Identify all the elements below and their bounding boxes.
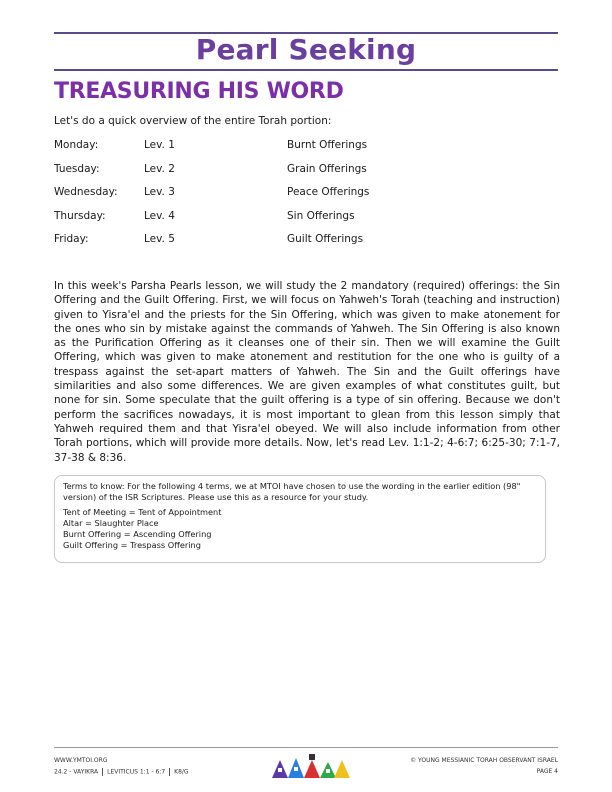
footer-ref: LEVITICUS 1:1 - 6:7	[107, 768, 166, 776]
term-item: Burnt Offering = Ascending Offering	[63, 529, 212, 539]
lesson-paragraph: In this week's Parsha Pearls lesson, we will study the 2 mandatory (required) offerings: the Sin Offering and the Guilt Offering. First, we will focus on Yahweh's Torah (teaching and instruction) given to Yisra'el and the priests for the Sin Offering, which was given to make atonement for the ones who sin by mistake against the commands of Yahweh. The Sin Offering is also known as the Purification Offering as it cleanses one of their sin. Then we will examine the Guilt Offering, which was given to make atonement and restitution for the one who is guilty of a trespass against the set-apart matters of Yahweh. The Sin and the Guilt offerings have similarities and also some differences. We are given examples of what constitutes guilt, but none for sin. Some speculate that the guilt offering is a type of sin offering. Because we don't perform the sacrifices nowadays, it is most important to glean from this lesson simply that Yahweh required them and that Yisra'el obeyed. We will also include information from other Torah portions, which will provide more details. Now, let's read Lev. 1:1-2; 4-6:7; 6:25-30; 7:1-7, 37-38 & 8:36.	[54, 280, 560, 464]
page-title: Pearl Seeking	[195, 33, 417, 66]
terms-box	[54, 475, 546, 563]
ymtoi-logo-icon	[268, 752, 352, 780]
page-number: PAGE 4	[536, 768, 558, 775]
schedule-day: Tuesday:	[54, 162, 100, 175]
footer-url[interactable]: WWW.YMTOI.ORG	[54, 757, 108, 764]
schedule-day: Wednesday:	[54, 186, 118, 198]
schedule-ref: Lev. 1	[144, 139, 175, 151]
footer-separator	[102, 768, 103, 776]
schedule-ref: Lev. 5	[144, 233, 175, 245]
schedule-offering: Sin Offerings	[287, 209, 355, 222]
footer-separator	[169, 768, 170, 776]
schedule-ref: Lev. 4	[144, 209, 175, 222]
term-item: Guilt Offering = Trespass Offering	[63, 540, 201, 550]
term-item: Altar = Slaughter Place	[63, 518, 159, 528]
terms-intro: Terms to know: For the following 4 terms, we at MTOI have chosen to use the wording in the earlier edition (98" version) of the ISR Scriptures. Please use this as a resource for your study.	[63, 481, 521, 502]
footer-grade: K8/G	[174, 768, 189, 776]
schedule-day: Monday:	[54, 139, 99, 151]
schedule-day: Thursday:	[54, 209, 106, 222]
footer-rule	[54, 747, 558, 748]
schedule-offering: Burnt Offerings	[287, 139, 368, 151]
term-item: Tent of Meeting = Tent of Appointment	[63, 507, 222, 517]
schedule-ref: Lev. 2	[144, 162, 175, 175]
schedule-ref: Lev. 3	[144, 186, 175, 198]
schedule-day: Friday:	[54, 233, 89, 245]
intro-text: Let's do a quick overview of the entire Torah portion:	[54, 115, 332, 127]
schedule-offering: Peace Offerings	[287, 186, 370, 198]
footer-lesson: 24.2 - VAYIKRA	[54, 768, 99, 776]
footer-org: © YOUNG MESSIANIC TORAH OBSERVANT ISRAEL	[410, 757, 558, 764]
schedule-offering: Grain Offerings	[287, 162, 367, 175]
schedule-offering: Guilt Offerings	[287, 233, 364, 245]
section-heading: TREASURING HIS WORD	[54, 79, 344, 104]
title-underline	[54, 69, 558, 71]
